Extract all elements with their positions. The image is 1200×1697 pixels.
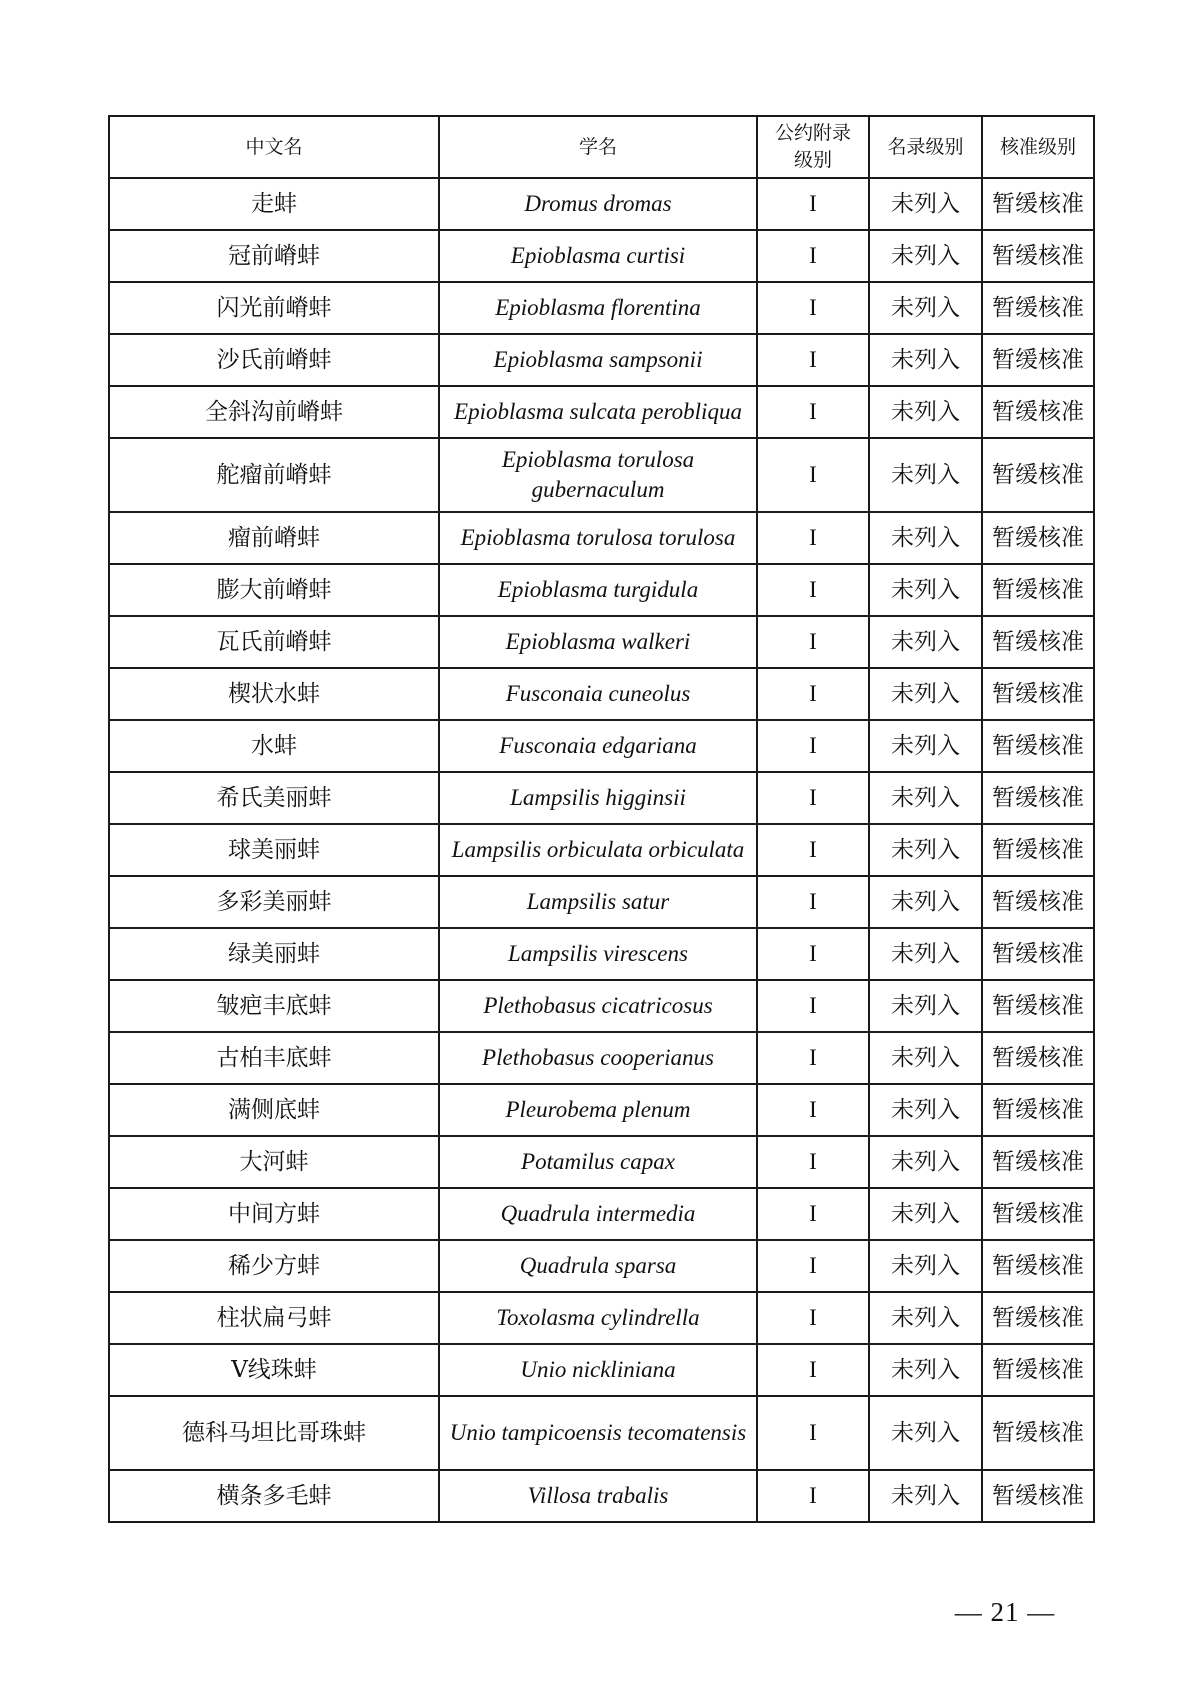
cell-list-level: 未列入: [869, 230, 982, 282]
cell-approval-level: 暂缓核准: [982, 1240, 1094, 1292]
cell-scientific-name: Unio nickliniana: [439, 1344, 757, 1396]
cell-approval-level: 暂缓核准: [982, 616, 1094, 668]
cell-appendix-level: I: [757, 230, 869, 282]
cell-approval-level: 暂缓核准: [982, 564, 1094, 616]
cell-scientific-name: Plethobasus cicatricosus: [439, 980, 757, 1032]
cell-list-level: 未列入: [869, 564, 982, 616]
cell-chinese-name: 走蚌: [109, 178, 439, 230]
cell-scientific-name: Villosa trabalis: [439, 1470, 757, 1522]
cell-list-level: 未列入: [869, 386, 982, 438]
cell-chinese-name: 球美丽蚌: [109, 824, 439, 876]
header-list-level: 名录级别: [869, 116, 982, 178]
cell-scientific-name: Lampsilis higginsii: [439, 772, 757, 824]
cell-chinese-name: 绿美丽蚌: [109, 928, 439, 980]
cell-chinese-name: V线珠蚌: [109, 1344, 439, 1396]
cell-chinese-name: 膨大前嵴蚌: [109, 564, 439, 616]
cell-appendix-level: I: [757, 1136, 869, 1188]
cell-list-level: 未列入: [869, 824, 982, 876]
cell-approval-level: 暂缓核准: [982, 1136, 1094, 1188]
cell-scientific-name: Quadrula sparsa: [439, 1240, 757, 1292]
cell-appendix-level: I: [757, 282, 869, 334]
cell-approval-level: 暂缓核准: [982, 1396, 1094, 1470]
cell-scientific-name: Epioblasma walkeri: [439, 616, 757, 668]
cell-list-level: 未列入: [869, 928, 982, 980]
table-row: [109, 824, 1094, 876]
cell-approval-level: 暂缓核准: [982, 178, 1094, 230]
cell-scientific-name: Pleurobema plenum: [439, 1084, 757, 1136]
cell-chinese-name: 瘤前嵴蚌: [109, 512, 439, 564]
cell-chinese-name: 中间方蚌: [109, 1188, 439, 1240]
cell-list-level: 未列入: [869, 1032, 982, 1084]
table-row: [109, 1084, 1094, 1136]
cell-appendix-level: I: [757, 1240, 869, 1292]
cell-approval-level: 暂缓核准: [982, 334, 1094, 386]
cell-list-level: 未列入: [869, 1188, 982, 1240]
table-row: [109, 438, 1094, 512]
table-row: [109, 386, 1094, 438]
cell-chinese-name: 全斜沟前嵴蚌: [109, 386, 439, 438]
cell-approval-level: 暂缓核准: [982, 720, 1094, 772]
cell-approval-level: 暂缓核准: [982, 438, 1094, 512]
table-row: [109, 772, 1094, 824]
table-row: [109, 668, 1094, 720]
page-number: — 21 —: [954, 1597, 1056, 1627]
table-row: [109, 928, 1094, 980]
cell-appendix-level: I: [757, 772, 869, 824]
cell-list-level: 未列入: [869, 1240, 982, 1292]
table-row: [109, 980, 1094, 1032]
cell-chinese-name: 沙氏前嵴蚌: [109, 334, 439, 386]
cell-chinese-name: 德科马坦比哥珠蚌: [109, 1396, 439, 1470]
table-row: [109, 1240, 1094, 1292]
cell-appendix-level: I: [757, 616, 869, 668]
cell-appendix-level: I: [757, 980, 869, 1032]
cell-chinese-name: 多彩美丽蚌: [109, 876, 439, 928]
cell-chinese-name: 冠前嵴蚌: [109, 230, 439, 282]
cell-appendix-level: I: [757, 824, 869, 876]
cell-approval-level: 暂缓核准: [982, 1084, 1094, 1136]
cell-appendix-level: I: [757, 1084, 869, 1136]
cell-scientific-name: Epioblasma torulosa torulosa: [439, 512, 757, 564]
cell-appendix-level: I: [757, 334, 869, 386]
cell-appendix-level: I: [757, 438, 869, 512]
cell-scientific-name: Dromus dromas: [439, 178, 757, 230]
cell-scientific-name: Lampsilis virescens: [439, 928, 757, 980]
cell-scientific-name: Epioblasma curtisi: [439, 230, 757, 282]
cell-appendix-level: I: [757, 928, 869, 980]
cell-approval-level: 暂缓核准: [982, 1032, 1094, 1084]
cell-scientific-name: Plethobasus cooperianus: [439, 1032, 757, 1084]
cell-scientific-name: Fusconaia edgariana: [439, 720, 757, 772]
cell-scientific-name: Epioblasma sulcata perobliqua: [439, 386, 757, 438]
cell-scientific-name: Epioblasma turgidula: [439, 564, 757, 616]
cell-approval-level: 暂缓核准: [982, 928, 1094, 980]
cell-scientific-name: Quadrula intermedia: [439, 1188, 757, 1240]
header-appendix-level-line2: 级别: [793, 149, 832, 171]
cell-approval-level: 暂缓核准: [982, 824, 1094, 876]
cell-chinese-name: 闪光前嵴蚌: [109, 282, 439, 334]
cell-chinese-name: 瓦氏前嵴蚌: [109, 616, 439, 668]
table-row: [109, 1396, 1094, 1470]
table-row: [109, 1188, 1094, 1240]
header-chinese-name: 中文名: [109, 116, 439, 178]
table-row: [109, 876, 1094, 928]
header-appendix-level-line1: 公约附录: [774, 122, 851, 144]
cell-appendix-level: I: [757, 1470, 869, 1522]
species-table: [108, 115, 1095, 1523]
cell-appendix-level: I: [757, 668, 869, 720]
cell-approval-level: 暂缓核准: [982, 1292, 1094, 1344]
cell-approval-level: 暂缓核准: [982, 1188, 1094, 1240]
cell-chinese-name: 舵瘤前嵴蚌: [109, 438, 439, 512]
table-row: [109, 1344, 1094, 1396]
table-row: [109, 1032, 1094, 1084]
table-row: [109, 564, 1094, 616]
cell-list-level: 未列入: [869, 1470, 982, 1522]
cell-list-level: 未列入: [869, 1292, 982, 1344]
cell-list-level: 未列入: [869, 438, 982, 512]
cell-list-level: 未列入: [869, 980, 982, 1032]
cell-approval-level: 暂缓核准: [982, 772, 1094, 824]
cell-list-level: 未列入: [869, 876, 982, 928]
cell-chinese-name: 古柏丰底蚌: [109, 1032, 439, 1084]
cell-approval-level: 暂缓核准: [982, 876, 1094, 928]
cell-approval-level: 暂缓核准: [982, 282, 1094, 334]
cell-chinese-name: 希氏美丽蚌: [109, 772, 439, 824]
cell-scientific-name: Unio tampicoensis tecomatensis: [439, 1396, 757, 1470]
cell-approval-level: 暂缓核准: [982, 668, 1094, 720]
cell-list-level: 未列入: [869, 512, 982, 564]
cell-scientific-name: Epioblasma sampsonii: [439, 334, 757, 386]
cell-chinese-name: 皱疤丰底蚌: [109, 980, 439, 1032]
cell-appendix-level: I: [757, 1032, 869, 1084]
header-appendix-level: [757, 116, 869, 178]
cell-list-level: 未列入: [869, 1344, 982, 1396]
header-approval-level: 核准级别: [982, 116, 1094, 178]
cell-scientific-name: Lampsilis satur: [439, 876, 757, 928]
table-row: [109, 178, 1094, 230]
cell-chinese-name: 满侧底蚌: [109, 1084, 439, 1136]
cell-appendix-level: I: [757, 1344, 869, 1396]
cell-list-level: 未列入: [869, 1136, 982, 1188]
table-header-row: [109, 116, 1094, 178]
cell-appendix-level: I: [757, 1292, 869, 1344]
header-scientific-name: 学名: [439, 116, 757, 178]
cell-chinese-name: 柱状扁弓蚌: [109, 1292, 439, 1344]
table-row: [109, 512, 1094, 564]
cell-approval-level: 暂缓核准: [982, 1344, 1094, 1396]
cell-scientific-name: Potamilus capax: [439, 1136, 757, 1188]
table-body: [109, 178, 1094, 1522]
cell-appendix-level: I: [757, 178, 869, 230]
cell-appendix-level: I: [757, 720, 869, 772]
cell-approval-level: 暂缓核准: [982, 386, 1094, 438]
cell-scientific-name: Epioblasma florentina: [439, 282, 757, 334]
table-row: [109, 720, 1094, 772]
table-row: [109, 334, 1094, 386]
table-row: [109, 1470, 1094, 1522]
table-row: [109, 616, 1094, 668]
table-row: [109, 230, 1094, 282]
cell-chinese-name: 水蚌: [109, 720, 439, 772]
cell-chinese-name: 大河蚌: [109, 1136, 439, 1188]
table-row: [109, 1292, 1094, 1344]
table-row: [109, 1136, 1094, 1188]
cell-list-level: 未列入: [869, 282, 982, 334]
cell-list-level: 未列入: [869, 772, 982, 824]
cell-appendix-level: I: [757, 512, 869, 564]
cell-approval-level: 暂缓核准: [982, 512, 1094, 564]
cell-appendix-level: I: [757, 876, 869, 928]
cell-list-level: 未列入: [869, 616, 982, 668]
cell-chinese-name: 稀少方蚌: [109, 1240, 439, 1292]
cell-scientific-name: Lampsilis orbiculata orbiculata: [439, 824, 757, 876]
cell-approval-level: 暂缓核准: [982, 980, 1094, 1032]
cell-approval-level: 暂缓核准: [982, 1470, 1094, 1522]
cell-scientific-name: Fusconaia cuneolus: [439, 668, 757, 720]
cell-appendix-level: I: [757, 386, 869, 438]
cell-chinese-name: 横条多毛蚌: [109, 1470, 439, 1522]
table-row: [109, 282, 1094, 334]
cell-chinese-name: 楔状水蚌: [109, 668, 439, 720]
cell-appendix-level: I: [757, 1188, 869, 1240]
cell-approval-level: 暂缓核准: [982, 230, 1094, 282]
cell-scientific-name: Epioblasma torulosa gubernaculum: [439, 438, 757, 512]
cell-list-level: 未列入: [869, 668, 982, 720]
cell-appendix-level: I: [757, 564, 869, 616]
cell-scientific-name: Toxolasma cylindrella: [439, 1292, 757, 1344]
cell-list-level: 未列入: [869, 178, 982, 230]
cell-appendix-level: I: [757, 1396, 869, 1470]
cell-list-level: 未列入: [869, 1084, 982, 1136]
cell-list-level: 未列入: [869, 334, 982, 386]
cell-list-level: 未列入: [869, 720, 982, 772]
cell-list-level: 未列入: [869, 1396, 982, 1470]
